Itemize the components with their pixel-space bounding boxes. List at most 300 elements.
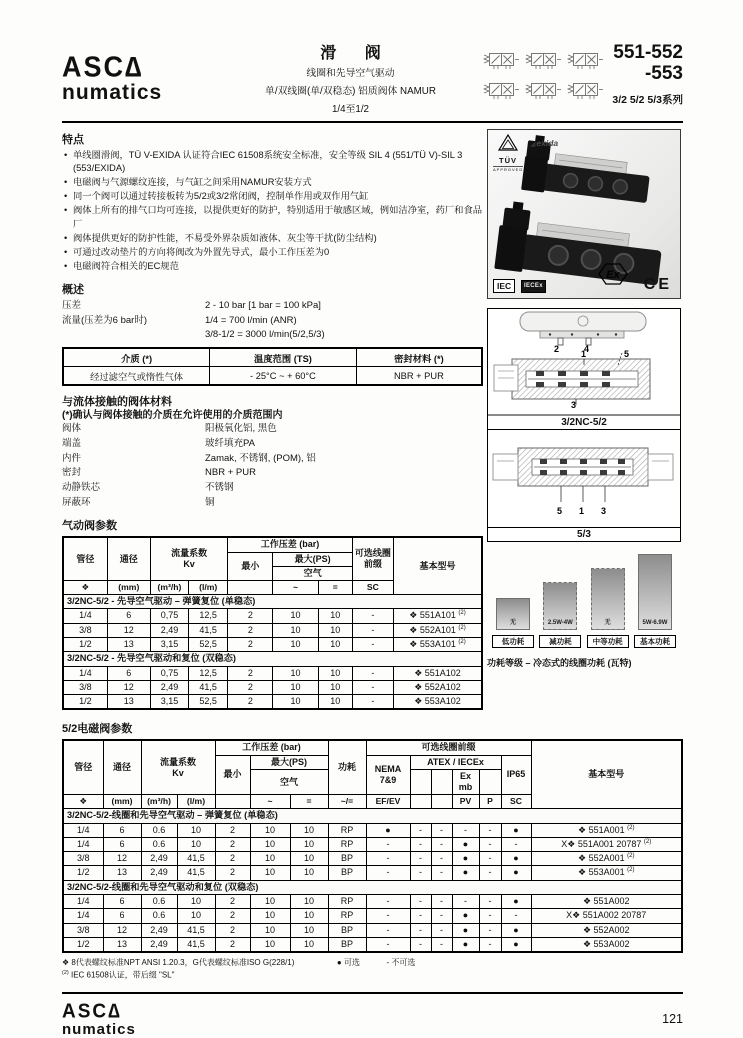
series-number-2: -553 (644, 63, 683, 85)
subtitle-1: 线圈和先导空气驱动 (306, 68, 395, 79)
valve-symbol-icon (482, 50, 520, 71)
media-table-header-row (63, 348, 482, 367)
table-cell: 10 (250, 909, 290, 923)
table-cell: 0,75 (150, 666, 188, 680)
prefix-availability-cell: - (366, 909, 410, 923)
tuv-approved-label: APPROVED (493, 166, 524, 172)
power-bar-group (634, 554, 676, 648)
table-cell: BP (328, 923, 366, 937)
col-header-atex: ATEX / IECEx (410, 755, 501, 769)
brand-logo-top: ASC∆ (62, 51, 144, 83)
col-header-blank (431, 769, 452, 795)
unit-pv: PV (452, 795, 479, 809)
table-cell: 10 (273, 666, 318, 680)
table-cell: 2 (215, 823, 250, 837)
footer-brand-logo (62, 1002, 136, 1037)
media-cell: NBR + PUR (356, 367, 482, 386)
table-cell: 10 (290, 937, 328, 952)
power-bar-value: 5W-6.9W (642, 619, 668, 626)
material-label: 内件 (62, 452, 82, 464)
overview-label: 流量(压差为6 bar时) (62, 314, 147, 326)
exida-badge: ◢ exida (530, 138, 558, 148)
title-block (230, 34, 471, 118)
pneumatic-heading: 气动阀参数 (62, 520, 117, 533)
table-cell: 1/4 (63, 666, 107, 680)
media-table-value-row (63, 367, 482, 386)
table-group-title: 3/2NC-5/2-线圈和先导空气驱动 – 弹簧复位 (单稳态) (63, 809, 682, 824)
subtitle-3: 1/4至1/2 (331, 104, 370, 116)
tuv-label: TÜV (499, 155, 517, 165)
table-cell: 12 (103, 923, 141, 937)
col-header-max: 最大(PS) (250, 755, 328, 769)
feature-item: • 电磁阀符合相关的EC规范 (62, 260, 483, 274)
media-table (62, 347, 483, 386)
table-cell: 52,5 (189, 637, 228, 651)
material-value: 不锈钢 (205, 481, 234, 493)
col-header-kv (141, 740, 215, 795)
material-row (62, 481, 483, 496)
table-cell: 3/8 (63, 680, 107, 694)
overview-row (62, 299, 483, 314)
series-numbers (612, 42, 683, 107)
table-row (63, 909, 682, 923)
table-cell: 10 (177, 823, 215, 837)
legend-not-available: - 不可选 (386, 958, 416, 968)
table-cell: 0.6 (141, 823, 177, 837)
power-bar-value: 2.5W-4W (547, 619, 573, 626)
diagram-5-3 (488, 430, 680, 522)
prefix-availability-cell: - (366, 923, 410, 937)
power-bar-label: 低功耗 (492, 635, 534, 648)
footnote-marker-2: (2) (62, 970, 69, 977)
table-row (63, 823, 682, 837)
tuv-triangle-icon (498, 134, 518, 151)
power-bar-value: 无 (509, 619, 516, 626)
footer-brand-top: ASC∆ (62, 1000, 122, 1023)
table-row (63, 852, 682, 866)
table-row (63, 923, 682, 937)
svg-text:5: 5 (624, 348, 630, 359)
col-header-coil-prefix: 可选线圈前缀 (352, 537, 393, 580)
materials-rows (62, 422, 483, 510)
prefix-availability-cell: - (452, 823, 479, 837)
prefix-availability-cell: - (410, 866, 431, 880)
model-number: ❖ 553A001 $^{(2)}$ (531, 866, 682, 880)
power-bar-group (587, 568, 629, 648)
table-cell: 10 (290, 923, 328, 937)
table-cell: RP (328, 823, 366, 837)
col-header-bore: 通径 (107, 537, 150, 580)
svg-text:3: 3 (571, 399, 577, 410)
table-cell: 12,5 (189, 609, 228, 623)
header-rule (62, 121, 683, 123)
col-header-kv (150, 537, 227, 580)
prefix-availability-cell: - (410, 823, 431, 837)
table-cell: - (352, 623, 393, 637)
table-cell: 10 (290, 823, 328, 837)
col-header-pipe: 管径 (63, 740, 103, 795)
col-header-model: 基本型号 (531, 740, 682, 808)
svg-text:Ex: Ex (606, 268, 620, 281)
table-cell: 10 (318, 680, 352, 694)
table-cell: 1/2 (63, 937, 103, 952)
table-cell: 2 (228, 623, 273, 637)
feature-item: • 阀体上所有的排气口均可连接，以提供更好的防护，特别适用于敏感区域，例如洁净室，药厂和食品厂 (62, 204, 483, 232)
table-cell: 10 (318, 637, 352, 651)
unit-blank (228, 581, 273, 595)
table-group-row (63, 809, 682, 824)
diagram-caption-2: 5/3 (488, 527, 680, 541)
prefix-availability-cell: - (479, 909, 501, 923)
footnote-marker: ❖ (62, 958, 70, 968)
table-cell: 10 (290, 837, 328, 851)
table-group-title: 3/2NC-5/2 - 先导空气驱动和复位 (双稳态) (63, 652, 482, 667)
unit-kv2: (l/m) (177, 795, 215, 809)
table-cell: RP (328, 895, 366, 909)
table-cell: 13 (103, 866, 141, 880)
table-cell: 2 (215, 923, 250, 937)
material-row (62, 452, 483, 467)
table-cell: 2,49 (150, 680, 188, 694)
svg-text:4: 4 (584, 343, 590, 354)
material-label: 端盖 (62, 437, 82, 449)
prefix-availability-cell: ● (452, 852, 479, 866)
table-cell: 1/4 (63, 909, 103, 923)
col-header-ip65: IP65 (501, 755, 531, 795)
material-value: 阳极氧化铝, 黑色 (205, 423, 277, 435)
unit-blank (431, 795, 452, 809)
unit-ac: ~ (250, 795, 290, 809)
features-heading: 特点 (62, 133, 84, 146)
material-label: 屏蔽环 (62, 496, 91, 508)
solenoid-table (62, 739, 683, 953)
svg-text:1: 1 (579, 505, 585, 516)
table-cell: 2,49 (150, 623, 188, 637)
prefix-availability-cell: - (431, 823, 452, 837)
model-footnote-ref: (2) (643, 838, 652, 845)
media-col-header: 密封材料 (*) (356, 348, 482, 367)
col-header-power: 功耗 (328, 740, 366, 795)
col-header-air: 空气 (273, 566, 352, 580)
table-cell: 2 (228, 609, 273, 623)
table-cell: 3/8 (63, 852, 103, 866)
feature-item: • 可通过改动垫片的方向将阀改为外置先导式，最小工作压差为0 (62, 246, 483, 260)
prefix-availability-cell: - (410, 837, 431, 851)
model-footnote-ref: (2) (458, 638, 466, 645)
col-header-working-pressure: 工作压差 (bar) (228, 537, 353, 552)
col-header-working-pressure: 工作压差 (bar) (215, 740, 328, 755)
table-cell: 12 (107, 623, 150, 637)
table-cell: 12,5 (189, 666, 228, 680)
footer (62, 992, 683, 1037)
power-bar-label: 中等功耗 (587, 635, 629, 648)
table-cell: 10 (250, 923, 290, 937)
prefix-availability-cell: - (410, 852, 431, 866)
prefix-availability-cell: ● (452, 923, 479, 937)
table-cell: RP (328, 909, 366, 923)
model-number: ❖ 552A101 $^{(2)}$ (394, 623, 483, 637)
prefix-availability-cell: - (501, 909, 531, 923)
table-group-row (63, 652, 482, 667)
material-value: Zamak, 不锈钢, (POM), 铝 (205, 452, 316, 464)
legend-optional: ● 可选 (336, 958, 360, 968)
table-row (63, 666, 482, 680)
table-cell: 1/4 (63, 895, 103, 909)
table-row (63, 937, 682, 952)
section-diagrams (487, 308, 681, 542)
table-cell: 1/2 (63, 866, 103, 880)
model-number: ❖ 552A102 (394, 680, 483, 694)
table-cell: 6 (103, 837, 141, 851)
model-number: ❖ 551A002 (531, 895, 682, 909)
media-col-header: 介质 (*) (63, 348, 210, 367)
prefix-availability-cell: - (479, 837, 501, 851)
model-number: X❖ 551A001 20787 $^{(2)}$ (531, 837, 682, 851)
power-bar-group (539, 582, 581, 648)
table-row (63, 866, 682, 880)
solenoid-table-head (63, 740, 682, 808)
footnote-line-2 (62, 969, 683, 982)
footnote-text-2: IEC 61508认证，带后缀 "SL" (70, 970, 175, 980)
unit-efev: EF/EV (366, 795, 410, 809)
table-cell: 2 (228, 637, 273, 651)
table-cell: 10 (318, 695, 352, 710)
table-cell: 1/4 (63, 609, 107, 623)
table-cell: 41,5 (177, 937, 215, 952)
table-cell: 13 (107, 637, 150, 651)
unit-kv1: (m³/h) (150, 581, 188, 595)
right-column (487, 129, 681, 711)
prefix-availability-cell: - (366, 895, 410, 909)
unit-dc: = (290, 795, 328, 809)
pneumatic-table (62, 536, 483, 710)
table-cell: 1/4 (63, 837, 103, 851)
table-cell: 0.6 (141, 837, 177, 851)
overview-label: 压差 (62, 299, 82, 311)
prefix-availability-cell: ● (501, 823, 531, 837)
table-cell: 1/4 (63, 823, 103, 837)
table-cell: 12 (107, 680, 150, 694)
valve-symbol-icon (566, 50, 604, 71)
table-cell: 10 (273, 680, 318, 694)
prefix-availability-cell: - (366, 852, 410, 866)
kv-label: 流量系数 (159, 756, 196, 767)
table-cell: RP (328, 837, 366, 851)
table-cell: 3,15 (150, 637, 188, 651)
prefix-availability-cell: - (479, 895, 501, 909)
model-number: ❖ 552A002 (531, 923, 682, 937)
prefix-availability-cell: ● (501, 937, 531, 952)
table-cell: 10 (250, 866, 290, 880)
table-cell: BP (328, 866, 366, 880)
model-footnote-ref: (2) (627, 853, 635, 860)
table-row (63, 609, 482, 623)
prefix-availability-cell: ● (501, 923, 531, 937)
valve-symbols-grid (482, 50, 604, 107)
col-header-min: 最小 (228, 552, 273, 581)
table-cell: 6 (107, 666, 150, 680)
header (62, 34, 683, 118)
table-cell: 12 (103, 852, 141, 866)
table-cell: - (352, 695, 393, 710)
col-header-exmb: Ex mb (452, 769, 479, 795)
power-chart-caption: 功耗等级 – 冷态式的线圈功耗 (瓦特) (487, 657, 632, 668)
unit-kv2: (l/m) (189, 581, 228, 595)
table-cell: 2 (228, 666, 273, 680)
material-row (62, 466, 483, 481)
solenoid-table-body (63, 809, 682, 953)
features-list (62, 149, 483, 274)
table-row (63, 837, 682, 851)
solenoid-heading: 5/2电磁阀参数 (62, 723, 133, 736)
page-title: 滑 阀 (320, 45, 393, 62)
prefix-availability-cell: - (410, 923, 431, 937)
prefix-availability-cell: - (366, 837, 410, 851)
valve-symbol-icon (524, 50, 562, 71)
col-header-coil-prefix: 可选线圈前缀 (366, 740, 531, 755)
material-label: 阀体 (62, 423, 82, 435)
model-number: ❖ 553A101 $^{(2)}$ (394, 637, 483, 651)
prefix-availability-cell: ● (452, 909, 479, 923)
footnote-text: 8代表螺纹标准NPT ANSI 1.20.3，G代表螺纹标准ISO G(228/1) (71, 958, 295, 968)
table-cell: - (352, 609, 393, 623)
power-bar (591, 568, 625, 630)
prefix-availability-cell: - (431, 923, 452, 937)
table-row (63, 623, 482, 637)
table-cell: 10 (250, 852, 290, 866)
material-row (62, 422, 483, 437)
material-row (62, 437, 483, 452)
page-number: 121 (662, 1012, 683, 1027)
series-number-1: 551-552 (613, 42, 683, 63)
diagram-caption-1: 3/2NC-5/2 (488, 414, 680, 430)
unit-ac: ~ (273, 581, 318, 595)
prefix-availability-cell: - (410, 909, 431, 923)
table-cell: 10 (250, 823, 290, 837)
overview-row (62, 314, 483, 343)
power-bar (543, 582, 577, 630)
prefix-availability-cell: - (366, 937, 410, 952)
product-photo (487, 129, 681, 299)
table-cell: - (352, 637, 393, 651)
svg-text:2: 2 (554, 343, 560, 354)
table-cell: 41,5 (177, 852, 215, 866)
prefix-availability-cell: ● (452, 937, 479, 952)
unit-blank (410, 795, 431, 809)
brand-logo-bottom: numatics (62, 81, 163, 104)
prefix-availability-cell: ● (501, 895, 531, 909)
prefix-availability-cell: - (431, 895, 452, 909)
ex-hexagon-icon (598, 263, 628, 285)
table-cell: 3/8 (63, 923, 103, 937)
table-cell: BP (328, 937, 366, 952)
table-cell: 10 (250, 895, 290, 909)
prefix-availability-cell: - (410, 937, 431, 952)
model-number: ❖ 553A002 (531, 937, 682, 952)
table-cell: 6 (103, 909, 141, 923)
prefix-availability-cell: ● (501, 866, 531, 880)
col-header-pipe: 管径 (63, 537, 107, 580)
footer-brand-bottom: numatics (62, 1020, 136, 1038)
table-cell: 10 (290, 866, 328, 880)
media-col-header: 温度范围 (TS) (210, 348, 357, 367)
table-cell: 10 (273, 609, 318, 623)
table-cell: 6 (103, 823, 141, 837)
table-cell: 10 (250, 837, 290, 851)
table-cell: 41,5 (189, 623, 228, 637)
table-group-title: 3/2NC-5/2 - 先导空气驱动 – 弹簧复位 (单稳态) (63, 594, 482, 609)
table-cell: 2 (228, 695, 273, 710)
materials-heading: 与流体接触的阀体材料 (62, 396, 172, 409)
table-cell: 10 (177, 895, 215, 909)
feature-item: • 单线圈滑阀，TÜ V-EXIDA 认证符合IEC 61508系统安全标准，安全等级 SIL 4 (551/TÜ V)-SIL 3 (553/EXIDA) (62, 149, 483, 177)
unit-kv1: (m³/h) (141, 795, 177, 809)
table-cell: - (352, 680, 393, 694)
table-cell: 13 (107, 695, 150, 710)
iec-badge: IEC (493, 279, 515, 293)
table-cell: 2 (215, 852, 250, 866)
feature-item: • 同一个阀可以通过转接板转为5/2或3/2常闭阀，控制单作用或双作用气缸 (62, 190, 483, 204)
table-cell: 10 (273, 637, 318, 651)
col-header-blank (479, 769, 501, 795)
diagram-3-2nc-5-2 (488, 309, 680, 409)
valve-symbol-icon (524, 80, 562, 101)
prefix-availability-cell: - (479, 923, 501, 937)
svg-text:5: 5 (557, 505, 563, 516)
table-cell: 2 (215, 866, 250, 880)
power-bar (496, 598, 530, 630)
col-header-max: 最大(PS) (273, 552, 352, 566)
model-number: ❖ 551A102 (394, 666, 483, 680)
table-cell: - (352, 666, 393, 680)
media-cell: - 25°C ~ + 60°C (210, 367, 357, 386)
table-cell: 0.6 (141, 909, 177, 923)
prefix-availability-cell: - (431, 852, 452, 866)
col-header-min: 最小 (215, 755, 250, 795)
table-cell: 41,5 (177, 866, 215, 880)
power-bar-label: 减功耗 (539, 635, 581, 648)
unit-sc: SC (501, 795, 531, 809)
power-bar (638, 554, 672, 630)
table-cell: 2 (215, 837, 250, 851)
table-row (63, 895, 682, 909)
model-number: ❖ 551A101 $^{(2)}$ (394, 609, 483, 623)
table-cell: 13 (103, 937, 141, 952)
model-footnote-ref: (2) (627, 867, 635, 874)
col-header-air: 空气 (250, 769, 328, 795)
power-bar-value: 无 (604, 619, 611, 626)
model-number: X❖ 551A002 20787 (531, 909, 682, 923)
table-cell: 10 (273, 695, 318, 710)
kv-sub-label: Kv (183, 559, 195, 570)
pneumatic-table-body (63, 594, 482, 709)
brand-logo (62, 34, 230, 103)
prefix-availability-cell: - (366, 866, 410, 880)
table-group-row (63, 594, 482, 609)
svg-text:1: 1 (581, 348, 587, 359)
prefix-availability-cell: ● (366, 823, 410, 837)
table-row (63, 680, 482, 694)
col-header-blank (410, 769, 431, 795)
table-cell: 10 (177, 837, 215, 851)
table-cell: 10 (318, 666, 352, 680)
table-group-row (63, 880, 682, 895)
table-cell: 2,49 (141, 923, 177, 937)
kv-sub-label: Kv (172, 767, 184, 778)
material-label: 密封 (62, 467, 82, 479)
col-header-model: 基本型号 (394, 537, 483, 594)
material-value: 铜 (205, 496, 215, 508)
